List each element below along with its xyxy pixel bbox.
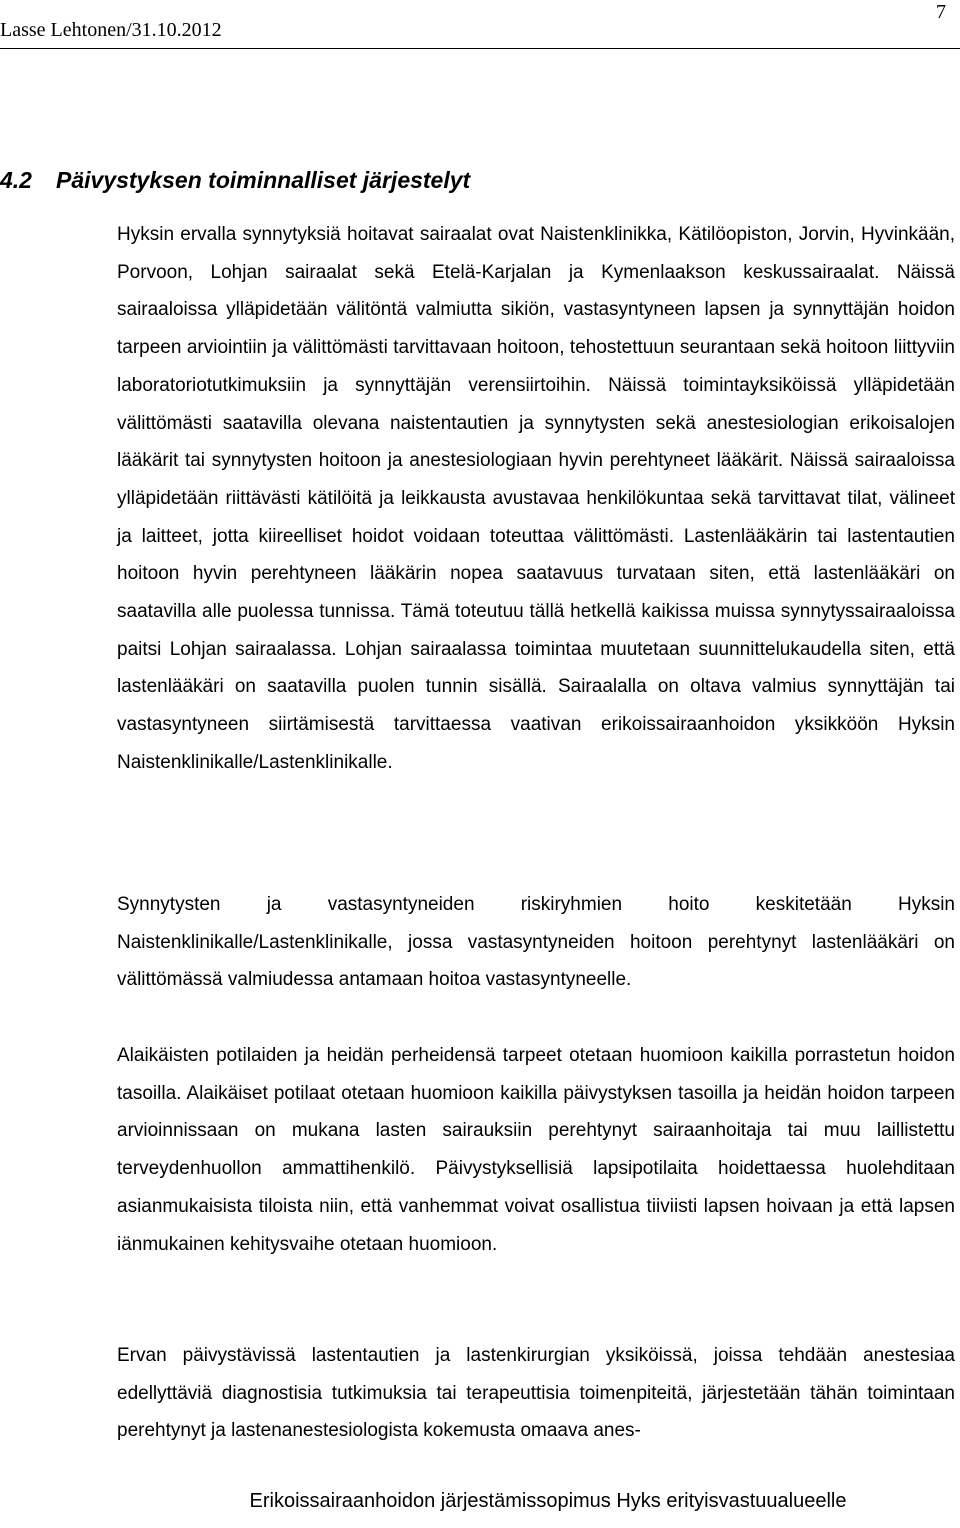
paragraph: Ervan päivystävissä lastentautien ja lastenkirurgian yksiköissä, joissa tehdään anestesiaa edellyttäviä diagnostisia tutkimuksia tai terapeuttisia toimenpiteitä, järjestetään tähän toimintaan perehtynyt ja lastenanestesiologista kokemusta omaava anes-: [117, 1345, 955, 1442]
section-heading: [0, 166, 470, 194]
paragraph: Hyksin ervalla synnytyksiä hoitavat sairaalat ovat Naistenklinikka, Kätilöopiston, Jorvin, Hyvinkään, Porvoon, Lohjan sairaalat sekä Etelä-Karjalan ja Kymenlaakson keskussairaalat. Näissä sairaaloissa ylläpidetään välitöntä valmiutta sikiön, vastasyntyneen lapsen ja synnyttäjän hoidon tarpeen arviointiin ja välittömästi tarvittavaan hoitoon, tehostettuun seurantaan sekä hoitoon liittyviin laboratoriotutkimuksiin ja synnyttäjän verensiirtoihin. Näissä toimintayksiköissä ylläpidetään välittömästi saatavilla olevana naistentautien ja synnytysten sekä anestesiologian erikoisalojen lääkärit tai synnytysten hoitoon ja anestesiologiaan hyvin perehtyneet lääkärit. Näissä sairaaloissa ylläpidetään riittävästi kätilöitä ja leikkausta avustavaa henkilökuntaa sekä tarvittavat tilat, välineet ja laitteet, jotta kiireelliset hoidot voidaan toteuttaa välittömästi. Lastenlääkärin tai lastentautien hoitoon hyvin perehtyneen lääkärin nopea saatavuus turvataan siten, että lastenlääkäri on saatavilla alle puolessa tunnissa. Tämä toteutuu tällä hetkellä kaikissa muissa synnytyssairaaloissa paitsi Lohjan sairaalassa. Lohjan sairaalassa toimintaa muutetaan suunnittelukaudella siten, että lastenlääkäri on saatavilla puolen tunnin sisällä. Sairaalalla on oltava valmius synnyttäjän tai vastasyntyneen siirtämisestä tarvittaessa vaativan erikoissairaanhoidon yksikköön Hyksin Naistenklinikalle/Lastenklinikalle.: [117, 224, 955, 773]
page-number: 7: [936, 1, 946, 23]
paragraph: Synnytysten ja vastasyntyneiden riskiryhmien hoito keskitetään Hyksin Naistenklinikalle/Lastenklinikalle, jossa vastasyntyneiden hoitoon perehtynyt lastenlääkäri on välittömässä valmiudessa antamaan hoitoa vastasyntyneelle.: [117, 894, 955, 991]
header-divider: [0, 48, 960, 49]
header-author-date: Lasse Lehtonen/31.10.2012: [0, 19, 222, 41]
section-title: Päivystyksen toiminnalliset järjestelyt: [56, 167, 471, 193]
page-footer: Erikoissairaanhoidon järjestämissopimus Hyks erityisvastuualueelle: [249, 1490, 847, 1512]
paragraph: Alaikäisten potilaiden ja heidän perheidensä tarpeet otetaan huomioon kaikilla porrastetun hoidon tasoilla. Alaikäiset potilaat otetaan huomioon kaikilla päivystyksen tasoilla ja heidän hoidon tarpeen arvioinnissaan on mukana lasten sairauksiin perehtynyt sairaanhoitaja tai muu laillistettu terveydenhuollon ammattihenkilö. Päivystyksellisiä lapsipotilaita hoidettaessa huolehditaan asianmukaisista tiloista niin, että vanhemmat voivat osallistua tiiviisti lapsen hoivaan ja että lapsen iänmukainen kehitysvaihe otetaan huomioon.: [117, 1045, 955, 1255]
section-number: 4.2: [0, 167, 32, 193]
